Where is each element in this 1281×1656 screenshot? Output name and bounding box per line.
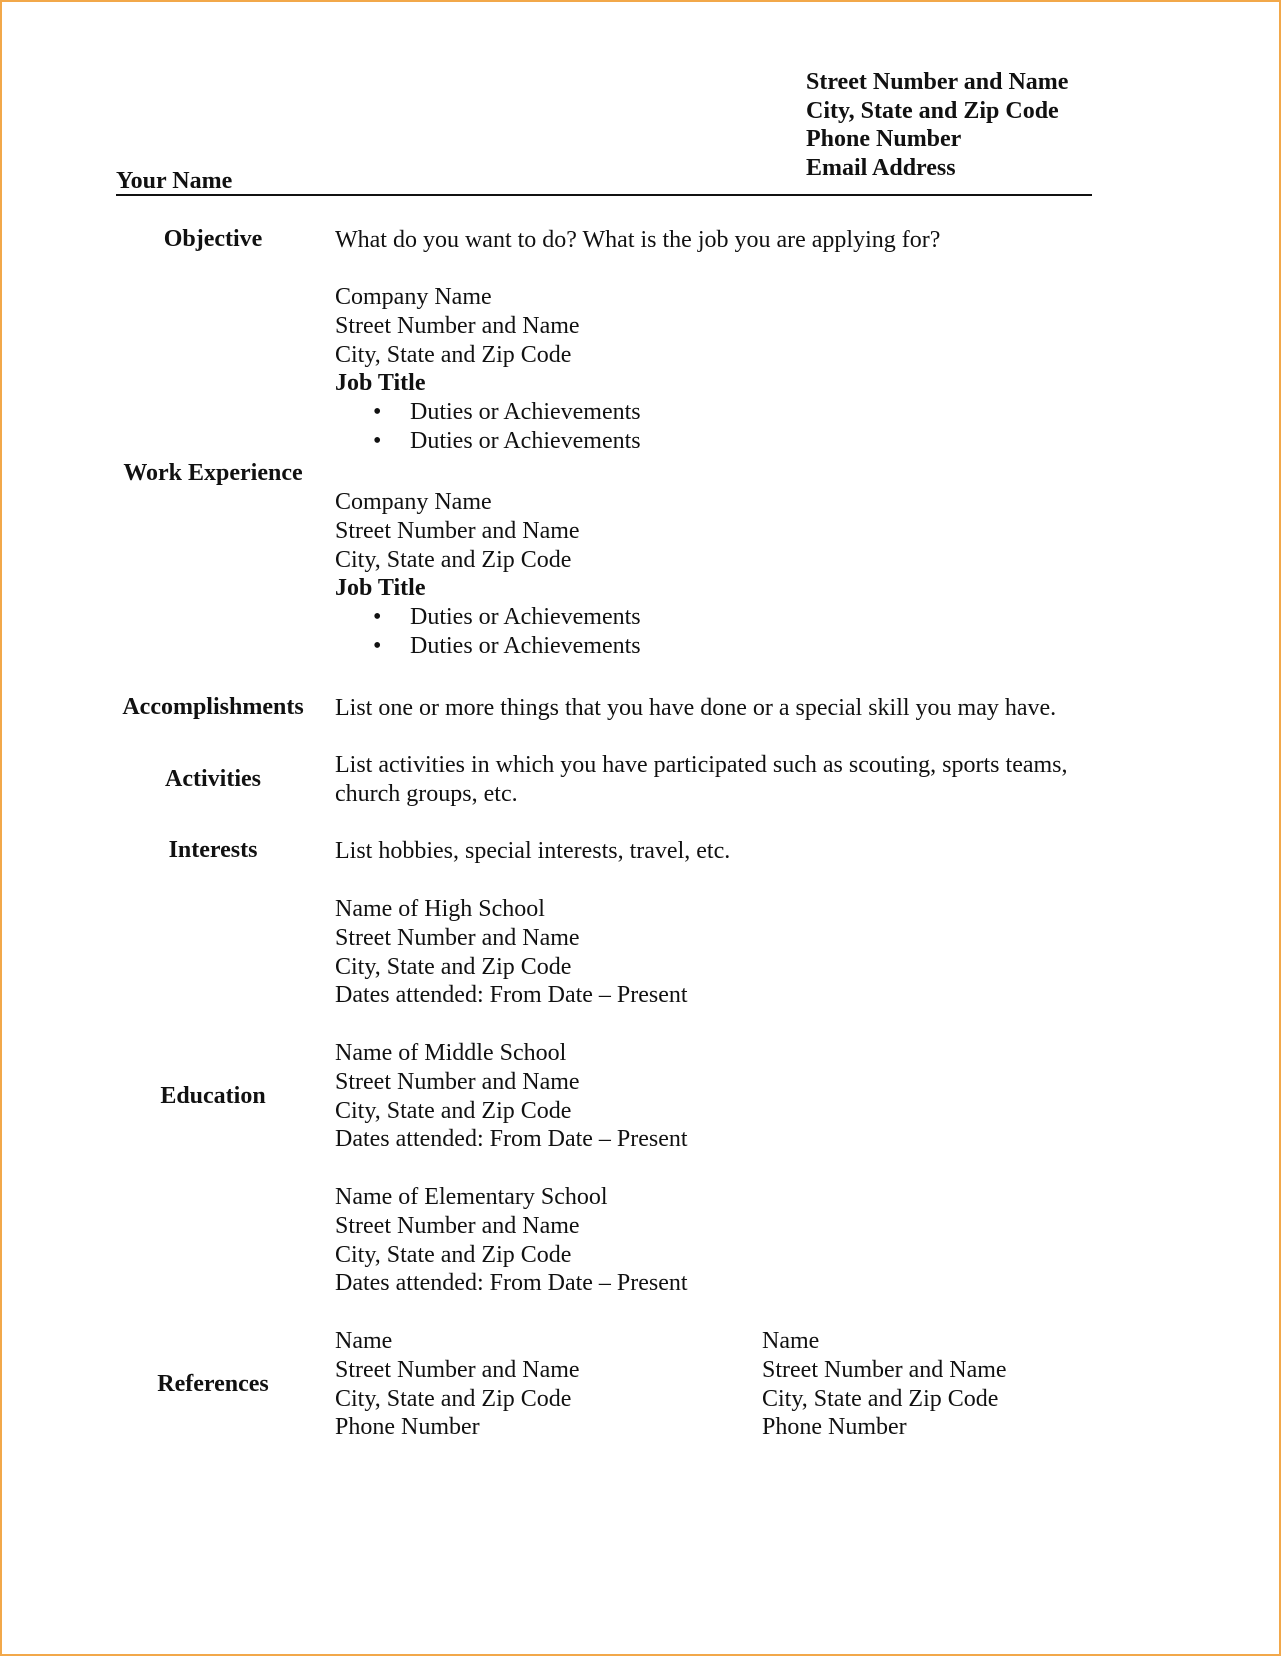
school-dates: Dates attended: From Date – Present bbox=[335, 1126, 688, 1153]
section-label-education: Education bbox=[160, 1083, 266, 1109]
school-entry bbox=[335, 1183, 688, 1298]
reference-city: City, State and Zip Code bbox=[335, 1385, 572, 1412]
reference-phone: Phone Number bbox=[335, 1414, 480, 1441]
school-city: City, State and Zip Code bbox=[335, 1097, 572, 1124]
job-duty: • Duties or Achievements bbox=[373, 604, 641, 631]
job-street: Street Number and Name bbox=[335, 517, 580, 544]
school-name: Name of Elementary School bbox=[335, 1184, 608, 1210]
job-duty: • Duties or Achievements bbox=[373, 427, 641, 454]
school-entry bbox=[335, 895, 688, 1010]
section-label-activities: Activities bbox=[165, 766, 261, 792]
your-name: Your Name bbox=[116, 168, 233, 194]
job-city: City, State and Zip Code bbox=[335, 546, 572, 573]
school-city: City, State and Zip Code bbox=[335, 953, 572, 980]
job-title: Job Title bbox=[335, 370, 426, 397]
contact-email: Email Address bbox=[806, 154, 956, 181]
school-name: Name of Middle School bbox=[335, 1040, 567, 1066]
reference-name: Name bbox=[335, 1328, 393, 1354]
contact-block bbox=[806, 68, 1068, 182]
job-duty: • Duties or Achievements bbox=[373, 399, 641, 426]
reference-phone: Phone Number bbox=[762, 1414, 907, 1441]
contact-phone: Phone Number bbox=[806, 126, 962, 152]
reference-street: Street Number and Name bbox=[762, 1356, 1007, 1383]
school-dates: Dates attended: From Date – Present bbox=[335, 1270, 688, 1297]
bullet-icon: • bbox=[373, 399, 382, 426]
contact-street: Street Number and Name bbox=[806, 69, 1069, 95]
job-city: City, State and Zip Code bbox=[335, 341, 572, 368]
job-entry bbox=[335, 488, 641, 661]
school-street: Street Number and Name bbox=[335, 1068, 580, 1095]
contact-city: City, State and Zip Code bbox=[806, 97, 1059, 124]
activities-text: List activities in which you have participated such as scouting, sports teams, church groups, etc. bbox=[335, 752, 1068, 807]
section-label-objective: Objective bbox=[163, 226, 263, 252]
job-title: Job Title bbox=[335, 575, 426, 602]
section-label-accomplishments: Accomplishments bbox=[122, 694, 304, 720]
header-rule bbox=[116, 194, 1092, 196]
section-label-interests: Interests bbox=[168, 837, 258, 863]
reference-entry bbox=[762, 1327, 1007, 1442]
bullet-icon: • bbox=[373, 427, 382, 454]
bullet-icon: • bbox=[373, 632, 382, 659]
job-company: Company Name bbox=[335, 489, 492, 515]
job-entry bbox=[335, 283, 641, 456]
job-street: Street Number and Name bbox=[335, 312, 580, 339]
job-duty: • Duties or Achievements bbox=[373, 632, 641, 659]
objective-text: What do you want to do? What is the job you are applying for? bbox=[335, 227, 941, 253]
school-street: Street Number and Name bbox=[335, 1212, 580, 1239]
reference-street: Street Number and Name bbox=[335, 1356, 580, 1383]
accomplishments-text: List one or more things that you have done or a special skill you may have. bbox=[335, 695, 1057, 721]
reference-city: City, State and Zip Code bbox=[762, 1385, 999, 1412]
school-name: Name of High School bbox=[335, 896, 545, 922]
interests-text: List hobbies, special interests, travel, etc. bbox=[335, 838, 731, 864]
reference-entry bbox=[335, 1327, 580, 1442]
section-label-references: References bbox=[157, 1371, 269, 1397]
school-entry bbox=[335, 1039, 688, 1154]
bullet-icon: • bbox=[373, 604, 382, 631]
school-street: Street Number and Name bbox=[335, 924, 580, 951]
job-company: Company Name bbox=[335, 284, 492, 310]
school-city: City, State and Zip Code bbox=[335, 1241, 572, 1268]
reference-name: Name bbox=[762, 1328, 820, 1354]
section-label-work-experience: Work Experience bbox=[123, 460, 303, 486]
school-dates: Dates attended: From Date – Present bbox=[335, 982, 688, 1009]
